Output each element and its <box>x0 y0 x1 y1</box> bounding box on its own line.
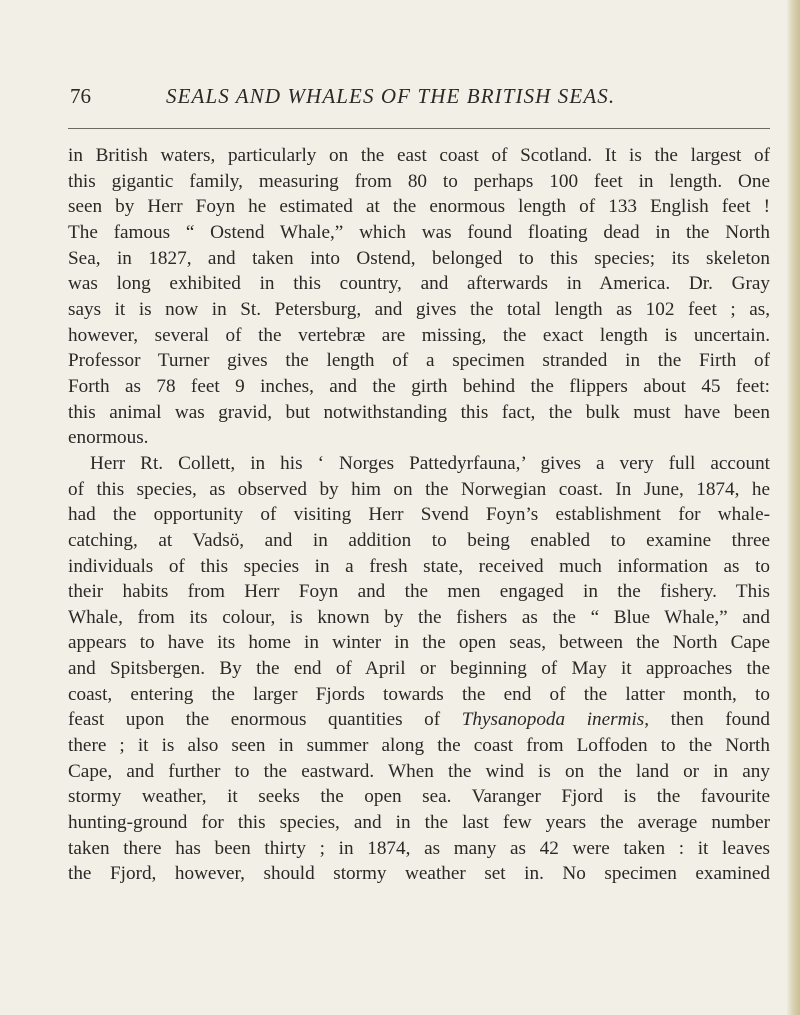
text-line: The famous “ Ostend Whale,” which was found floating dead in the North <box>68 221 770 243</box>
paragraph-1 <box>68 143 770 451</box>
text-line: Professor Turner gives the length of a specimen stranded in the Firth of <box>68 350 770 372</box>
text-fragment: , then found <box>644 709 770 731</box>
text-line: enormous. <box>68 427 149 449</box>
text-line: and Spitsbergen. By the end of April or beginning of May it approaches the <box>68 658 770 680</box>
text-line: the Fjord, however, should stormy weather set in. No specimen examined <box>68 863 770 885</box>
text-line: hunting-ground for this species, and in the last few years the average number <box>68 812 770 834</box>
text-fragment: feast upon the enormous quantities of <box>68 709 462 731</box>
page-header <box>70 81 770 111</box>
text-line: had the opportunity of visiting Herr Svend Foyn’s establishment for whale- <box>68 504 770 526</box>
text-line: says it is now in St. Petersburg, and gives the total length as 102 feet ; as, <box>68 298 770 320</box>
text-line: stormy weather, it seeks the open sea. Varanger Fjord is the favourite <box>68 786 770 808</box>
body-text <box>68 143 770 887</box>
text-line: this animal was gravid, but notwithstanding this fact, the bulk must have been <box>68 401 770 423</box>
text-line: Whale, from its colour, is known by the fishers as the “ Blue Whale,” and <box>68 606 770 628</box>
species-name-italic: Thysanopoda inermis <box>461 709 645 731</box>
text-line: Sea, in 1827, and taken into Ostend, belonged to this species; its skeleton <box>68 247 770 269</box>
text-line: Cape, and further to the eastward. When the wind is on the land or in any <box>68 760 770 782</box>
text-line: individuals of this species in a fresh state, received much information as to <box>68 555 770 577</box>
text-line: catching, at Vadsö, and in addition to being enabled to examine three <box>68 529 770 551</box>
text-line: of this species, as observed by him on the Norwegian coast. In June, 1874, he <box>68 478 770 500</box>
text-line: however, several of the vertebræ are missing, the exact length is uncertain. <box>68 324 770 346</box>
text-line: taken there has been thirty ; in 1874, as many as 42 were taken : it leaves <box>68 837 770 859</box>
page-number: 76 <box>70 84 91 108</box>
text-line: Forth as 78 feet 9 inches, and the girth behind the flippers about 45 feet: <box>68 375 770 397</box>
page-edge-shadow <box>786 0 800 1015</box>
text-line-with-italic <box>68 707 770 733</box>
text-line: appears to have its home in winter in the open seas, between the North Cape <box>68 632 770 654</box>
text-line: their habits from Herr Foyn and the men engaged in the fishery. This <box>68 581 770 603</box>
header-rule <box>68 128 770 129</box>
text-line: Herr Rt. Collett, in his ‘ Norges Pattedyrfauna,’ gives a very full account <box>90 452 770 474</box>
text-line: coast, entering the larger Fjords towards the end of the latter month, to <box>68 683 770 705</box>
text-line: was long exhibited in this country, and afterwards in America. Dr. Gray <box>68 273 770 295</box>
paragraph-2 <box>68 451 770 887</box>
running-title: SEALS AND WHALES OF THE BRITISH SEAS. <box>166 84 616 108</box>
text-line: there ; it is also seen in summer along the coast from Loffoden to the North <box>68 735 770 757</box>
text-line: this gigantic family, measuring from 80 to perhaps 100 feet in length. One <box>68 170 770 192</box>
text-line: seen by Herr Foyn he estimated at the enormous length of 133 English feet ! <box>68 196 770 218</box>
text-line: in British waters, particularly on the east coast of Scotland. It is the largest of <box>68 145 770 166</box>
